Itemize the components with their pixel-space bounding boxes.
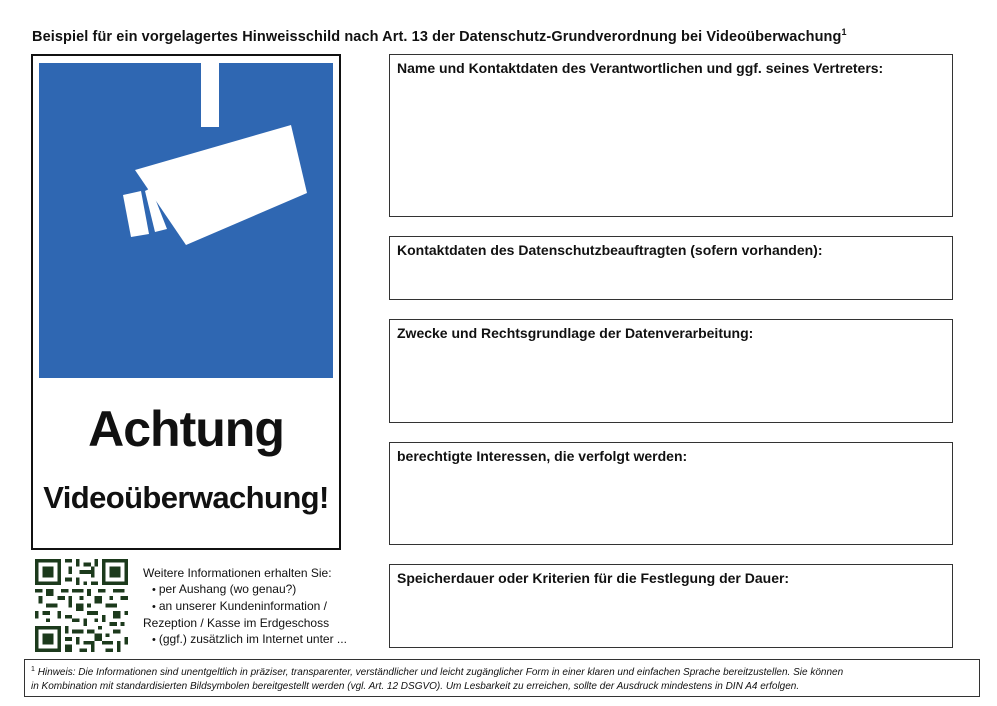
bullet-icon: • — [152, 584, 156, 596]
info-intro: Weitere Informationen erhalten Sie: — [143, 566, 332, 580]
dpo-field[interactable] — [389, 236, 953, 300]
info-item-continuation: Rezeption / Kasse im Erdgeschoss — [143, 616, 330, 630]
footnote-line: in Kombination mit standardisierten Bildsymbolen bereitgestellt werden (vgl. Art. 12 DSGVO). Um Lesbarkeit zu erreichen, sollte der Ausdruck mindestens in DIN A4 erfolgen. — [31, 681, 800, 692]
info-item — [143, 581, 373, 598]
sign-subtitle: Videoüberwachung! — [43, 480, 329, 515]
sign-pictogram-panel — [39, 63, 333, 378]
footnote — [24, 659, 980, 697]
info-item — [143, 598, 373, 615]
footnote-number: 1 — [31, 666, 35, 673]
page-title — [32, 27, 972, 45]
page-title-text: Beispiel für ein vorgelagertes Hinweisschild nach Art. 13 der Datenschutz-Grundverordnung bei Videoüberwachung — [32, 29, 842, 45]
further-info — [143, 565, 373, 648]
controller-field[interactable] — [389, 54, 953, 217]
info-item-text: an unserer Kundeninformation / — [158, 599, 327, 613]
dpo-field-label: Kontaktdaten des Datenschutzbeauftragten (sofern vorhanden): — [397, 242, 823, 258]
purpose-field[interactable] — [389, 319, 953, 423]
footnote-marker: 1 — [841, 27, 847, 37]
interests-field[interactable] — [389, 442, 953, 545]
bullet-icon: • — [152, 601, 156, 613]
retention-field[interactable] — [389, 564, 953, 648]
footnote-line — [31, 663, 973, 680]
camera-icon — [39, 63, 333, 378]
retention-field-label: Speicherdauer oder Kriterien für die Festlegung der Dauer: — [397, 570, 790, 586]
footnote-text: Hinweis: Die Informationen sind unentgeltlich in präziser, transparenter, verständlicher und leicht zugänglicher Form in einer klaren und einfachen Sprache bereitzustellen. Sie können — [37, 667, 844, 678]
info-item-text: per Aushang (wo genau?) — [158, 582, 297, 596]
info-item-text: (ggf.) zusätzlich im Internet unter ... — [158, 632, 347, 646]
video-surveillance-sign — [31, 54, 341, 550]
controller-field-label: Name und Kontaktdaten des Verantwortlichen und ggf. seines Vertreters: — [397, 60, 884, 76]
interests-field-label: berechtigte Interessen, die verfolgt werden: — [397, 448, 688, 464]
bullet-icon: • — [152, 634, 156, 646]
sign-title: Achtung — [88, 401, 284, 457]
info-item — [143, 631, 373, 648]
purpose-field-label: Zwecke und Rechtsgrundlage der Datenverarbeitung: — [397, 325, 754, 341]
qr-code-icon — [35, 559, 128, 652]
